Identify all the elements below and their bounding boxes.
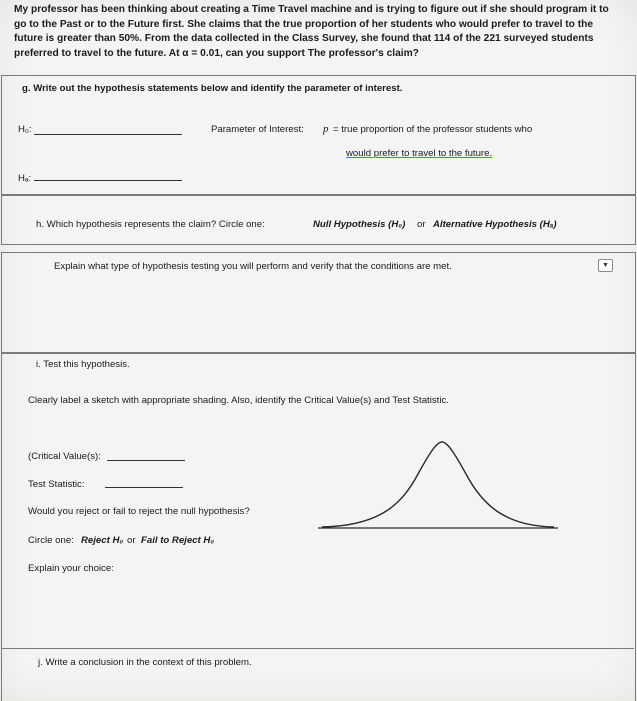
- section-h-prompt: h. Which hypothesis represents the claim? Circle one:: [36, 219, 265, 230]
- section-i-instruction: Clearly label a sketch with appropriate shading. Also, identify the Critical Value(s) and Test Statistic.: [28, 395, 449, 406]
- ha-label: Hₐ:: [18, 173, 32, 184]
- parameter-label: Parameter of Interest:: [211, 124, 304, 135]
- explain-choice-label: Explain your choice:: [28, 563, 114, 574]
- reject-question: Would you reject or fail to reject the null hypothesis?: [28, 506, 250, 517]
- reject-option[interactable]: Reject H₀: [81, 535, 124, 546]
- explain-prompt: Explain what type of hypothesis testing you will perform and verify that the conditions are met.: [54, 261, 452, 272]
- h0-answer-line[interactable]: [34, 134, 182, 135]
- normal-curve-sketch: [318, 430, 558, 540]
- parameter-definition-line1: = true proportion of the professor students who: [333, 124, 533, 135]
- normal-curve: [322, 442, 554, 527]
- or-text: or: [417, 219, 426, 230]
- section-j-box: [1, 648, 634, 701]
- alternative-hypothesis-option[interactable]: Alternative Hypothesis (Hₐ): [433, 219, 557, 230]
- h0-label: H₀:: [18, 124, 32, 135]
- fail-to-reject-option[interactable]: Fail to Reject H₀: [141, 535, 215, 546]
- circle-one-label: Circle one:: [28, 535, 74, 546]
- section-i-title: i. Test this hypothesis.: [36, 359, 130, 370]
- section-j-prompt: j. Write a conclusion in the context of this problem.: [38, 657, 252, 668]
- test-statistic-label: Test Statistic:: [28, 479, 85, 490]
- parameter-symbol: p: [323, 123, 329, 135]
- problem-intro: My professor has been thinking about creating a Time Travel machine and is trying to figure out if she should program it to go to the Past or to the Future first. She claims that the true proportion of her students who would prefer to travel to the future is greater than 50%. From the data collected in the Class Survey, she found that 114 of the 221 surveyed students preferred to travel to the future. At α = 0.01, can you support The professor's claim?: [14, 4, 609, 59]
- null-hypothesis-option[interactable]: Null Hypothesis (H₀): [313, 219, 406, 230]
- or-text-2: or: [127, 535, 136, 546]
- chevron-down-icon[interactable]: ▼: [598, 259, 613, 272]
- critical-value-line[interactable]: [107, 460, 185, 461]
- ha-answer-line[interactable]: [34, 180, 182, 181]
- parameter-definition-line2: would prefer to travel to the future.: [346, 148, 493, 159]
- section-g-prompt: g. Write out the hypothesis statements below and identify the parameter of interest.: [22, 83, 403, 94]
- test-statistic-line[interactable]: [105, 487, 183, 488]
- critical-value-label: (Critical Value(s):: [28, 451, 101, 462]
